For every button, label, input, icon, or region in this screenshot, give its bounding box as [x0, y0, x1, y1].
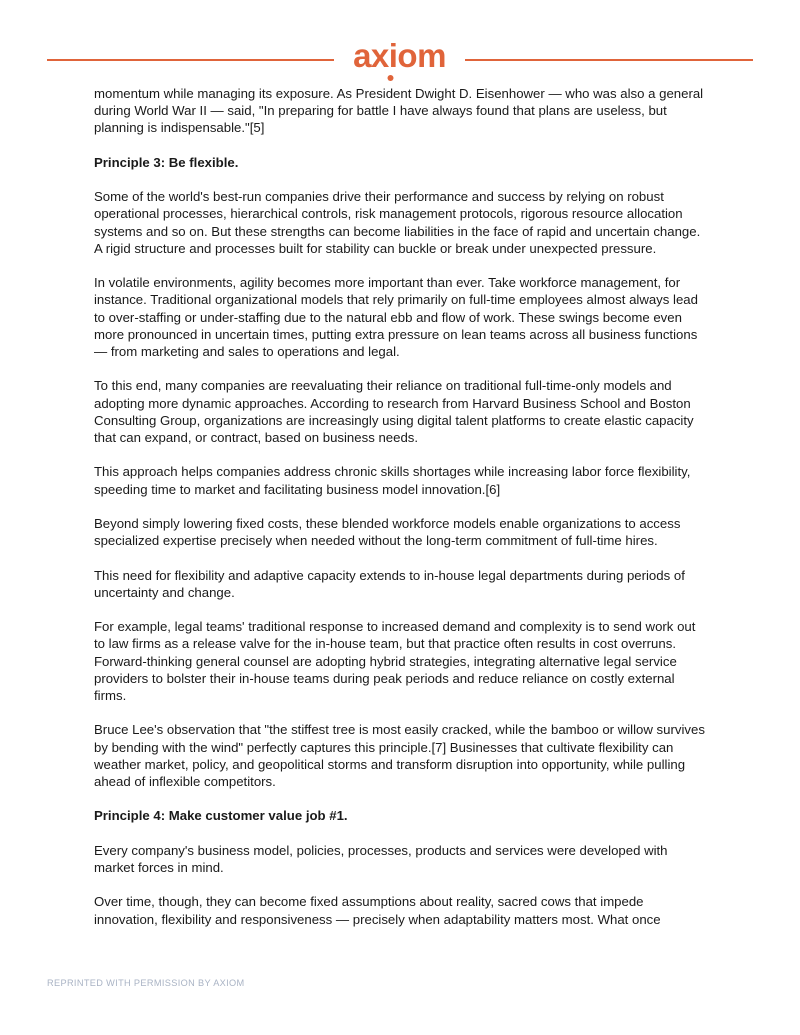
paragraph: Bruce Lee's observation that "the stiffest tree is most easily cracked, while the bamboo or willow survives by bending with the wind" perfectly captures this principle.[7] Businesses that cultivate flexibility can weather market, policy, and geopolitical storms and transform disruption into opportunity, while pulling ahead of inflexible competitors.: [94, 722, 705, 789]
paragraph: Over time, though, they can become fixed assumptions about reality, sacred cows that impede innovation, flexibility and responsiveness — precisely when adaptability matters most. What once: [94, 894, 661, 927]
paragraph: Some of the world's best-run companies drive their performance and success by relying on robust operational processes, hierarchical controls, risk management protocols, rigorous resource allocation systems and so on. But these strengths can become liabilities in the face of rapid and uncertain change. A rigid structure and processes built for stability can buckle or break under unexpected pressure.: [94, 189, 701, 256]
paragraph: Beyond simply lowering fixed costs, these blended workforce models enable organizations to access specialized expertise precisely when needed without the long-term commitment of full-time hires.: [94, 515, 681, 549]
paragraph: momentum while managing its exposure. As President Dwight D. Eisenhower — who was also a general during World War II — said, "In preparing for battle I have always found that plans are useless, but planning is indispensable."[5]: [94, 86, 704, 136]
paragraph: In volatile environments, agility becomes more important than ever. Take workforce management, for instance. Traditional organizational models that rely primarily on full-time employees almost always lead to over-staffing or under-staffing due to the natural ebb and flow of work. These swings become even more pronounced in uncertain times, putting extra pressure on lean teams across all business functions — from marketing and sales to operations and legal.: [94, 275, 698, 359]
paragraph: To this end, many companies are reevaluating their reliance on traditional full-time-only models and adopting more dynamic approaches. According to research from Harvard Business School and Boston Consulting Group, organizations are increasingly using digital talent platforms to create elastic capacity that can expand, or contract, based on business needs.: [94, 378, 694, 445]
logo-wordmark: axiom: [353, 38, 446, 74]
paragraph: This need for flexibility and adaptive capacity extends to in-house legal departments during periods of uncertainty and change.: [94, 567, 685, 600]
section-heading: Principle 4: Make customer value job #1.: [94, 808, 348, 824]
logo-dot-icon: [388, 75, 394, 81]
page-header: [0, 38, 800, 86]
header-rule-right: [465, 59, 753, 61]
axiom-logo: [334, 38, 465, 86]
paragraph: This approach helps companies address chronic skills shortages while increasing labor force flexibility, speeding time to market and facilitating business model innovation.[6]: [94, 464, 691, 497]
paragraph: Every company's business model, policies, processes, products and services were developed with market forces in mind.: [94, 842, 668, 875]
article-body: [94, 85, 706, 945]
header-rule-left: [47, 59, 334, 61]
paragraph: For example, legal teams' traditional response to increased demand and complexity is to send work out to law firms as a release valve for the in-house team, but that practice often results in cost overruns. Forward-thinking general counsel are adopting hybrid strategies, integrating alternative legal service providers to bolster their in-house teams during peak periods and reduce reliance on costly external firms.: [94, 619, 696, 703]
section-heading: Principle 3: Be flexible.: [94, 154, 239, 170]
footer-permission-note: REPRINTED WITH PERMISSION BY AXIOM: [47, 978, 245, 988]
